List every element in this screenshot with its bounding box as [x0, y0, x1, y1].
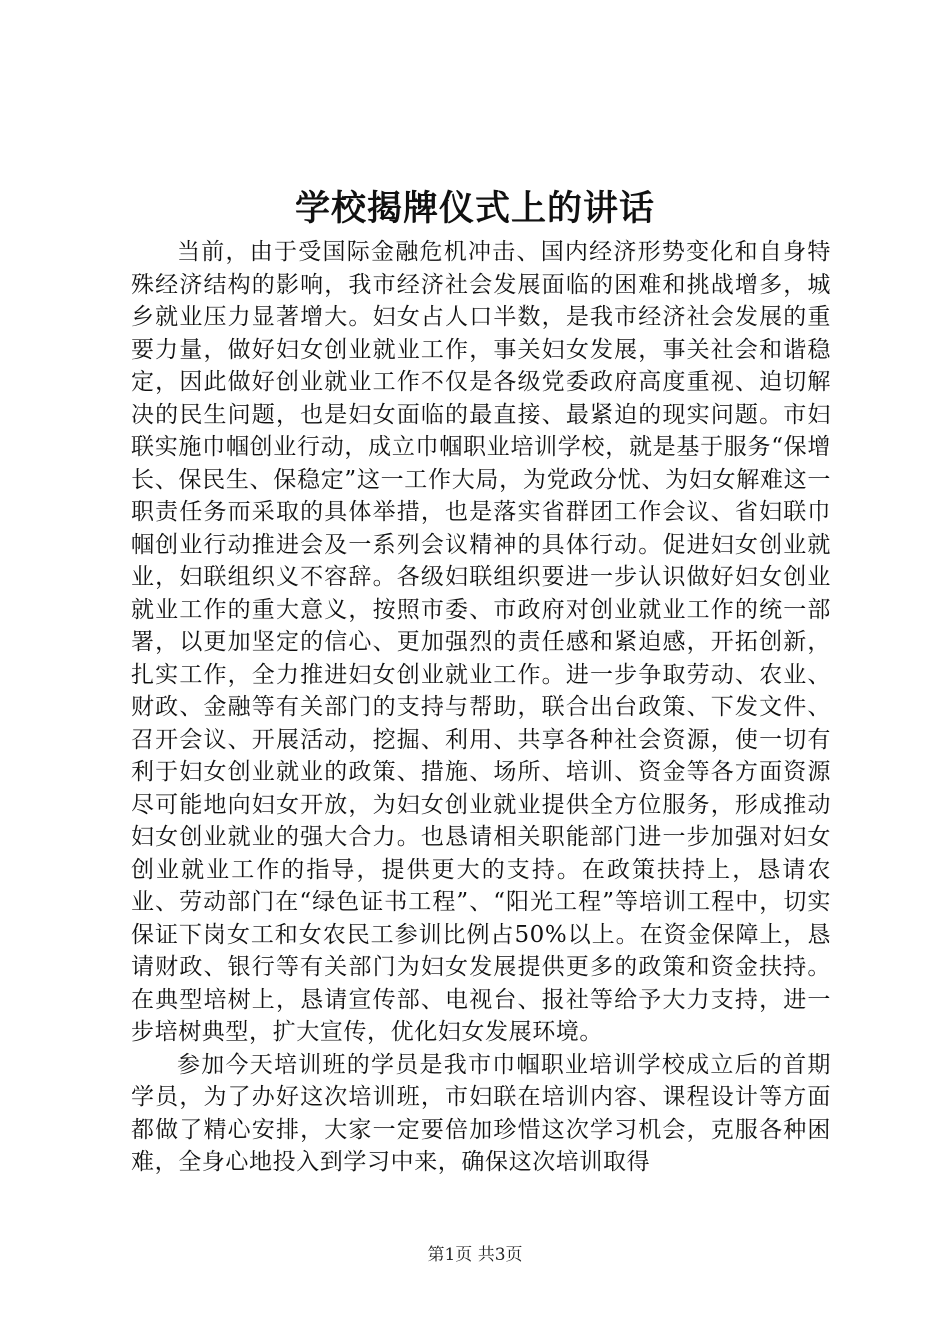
paragraph-1: 当前，由于受国际金融危机冲击、国内经济形势变化和自身特殊经济结构的影响，我市经济社会发展面临的困难和挑战增多，城乡就业压力显著增大。妇女占人口半数，是我市经济社会发展的重要力量，做好妇女创业就业工作，事关妇女发展，事关社会和谐稳定，因此做好创业就业工作不仅是各级党委政府高度重视、迫切解决的民生问题，也是妇女面临的最直接、最紧迫的现实问题。市妇联实施巾帼创业行动，成立巾帼职业培训学校，就是基于服务“保增长、保民生、保稳定”这一工作大局，为党政分忧、为妇女解难这一职责任务而采取的具体举措，也是落实省群团工作会议、省妇联巾帼创业行动推进会及一系列会议精神的具体行动。促进妇女创业就业，妇联组织义不容辞。各级妇联组织要进一步认识做好妇女创业就业工作的重大意义，按照市委、市政府对创业就业工作的统一部署，以更加坚定的信心、更加强烈的责任感和紧迫感，开拓创新，扎实工作，全力推进妇女创业就业工作。进一步争取劳动、农业、财政、金融等有关部门的支持与帮助，联合出台政策、下发文件、召开会议、开展活动，挖掘、利用、共享各种社会资源，使一切有利于妇女创业就业的政策、措施、场所、培训、资金等各方面资源尽可能地向妇女开放，为妇女创业就业提供全方位服务，形成推动妇女创业就业的强大合力。也恳请相关职能部门进一步加强对妇女创业就业工作的指导，提供更大的支持。在政策扶持上，恳请农业、劳动部门在“绿色证书工程”、“阳光工程”等培训工程中，切实保证下岗女工和女农民工参训比例占50%以上。在资金保障上，恳请财政、银行等有关部门为妇女发展提供更多的政策和资金扶持。在典型培树上，恳请宣传部、电视台、报社等给予大力支持，进一步培树典型，扩大宣传，优化妇女发展环境。 [131, 239, 831, 1045]
paragraph-2: 参加今天培训班的学员是我市巾帼职业培训学校成立后的首期学员，为了办好这次培训班，市妇联在培训内容、课程设计等方面都做了精心安排，大家一定要倍加珍惜这次学习机会，克服各种困难，全身心地投入到学习中来，确保这次培训取得 [131, 1051, 831, 1175]
page-number-footer: 第1页 共3页 [427, 1245, 523, 1265]
document-title: 学校揭牌仪式上的讲话 [294, 188, 655, 229]
document-body [131, 236, 831, 1179]
